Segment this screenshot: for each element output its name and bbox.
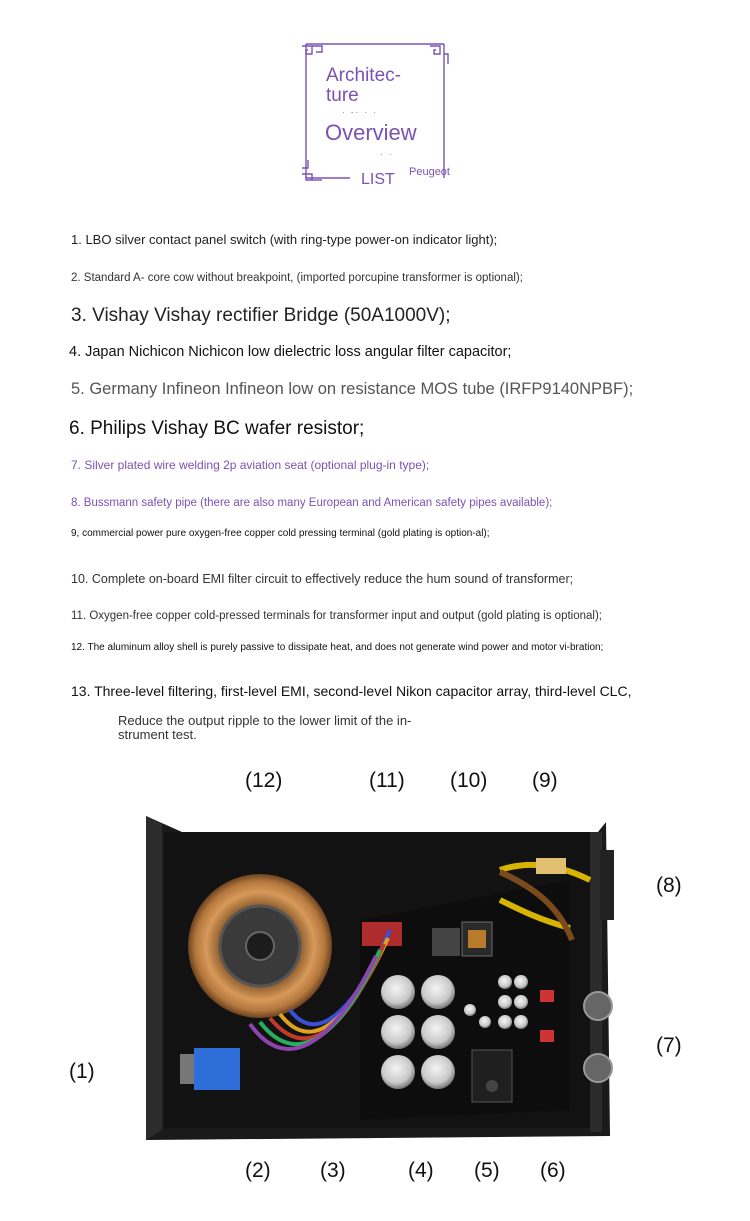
list-item: 9, commercial power pure oxygen-free copper cold pressing terminal (gold plating is option-al); — [71, 528, 490, 539]
list-item: 10. Complete on-board EMI filter circuit to effectively reduce the hum sound of transformer; — [71, 572, 574, 586]
list-item: 8. Bussmann safety pipe (there are also many European and American safety pipes available); — [71, 497, 553, 509]
header-brand: Peugeot — [409, 166, 450, 178]
list-item: 4. Japan Nichicon Nichicon low dielectric loss angular filter capacitor; — [69, 344, 512, 360]
callout-3: (3) — [320, 1159, 346, 1182]
list-item: 11. Oxygen-free copper cold-pressed terminals for transformer input and output (gold plating is optional); — [71, 610, 602, 622]
list-item: 6. Philips Vishay BC wafer resistor; — [69, 418, 365, 439]
callout-6: (6) — [540, 1159, 566, 1182]
header-title-line2: ture — [326, 85, 359, 106]
header-title-overview: Overview — [325, 120, 417, 145]
callout-4: (4) — [408, 1159, 434, 1182]
list-item: 12. The aluminum alloy shell is purely passive to dissipate heat, and does not generate wind power and motor vi-bration; — [71, 642, 604, 653]
callout-8: (8) — [656, 874, 682, 897]
header-title-line1: Architec- — [326, 65, 401, 86]
callout-9: (9) — [532, 769, 558, 792]
list-item: 5. Germany Infineon Infineon low on resistance MOS tube (IRFP9140NPBF); — [71, 380, 634, 398]
note-text: Reduce the output ripple to the lower limit of the in-strument test. — [118, 713, 412, 743]
list-item: 2. Standard A- core cow without breakpoint, (imported porcupine transformer is optional); — [71, 272, 523, 284]
header-list-label: LIST — [361, 171, 395, 188]
list-item: 3. Vishay Vishay rectifier Bridge (50A1000V); — [71, 305, 451, 326]
callout-5: (5) — [474, 1159, 500, 1182]
decor-dots: · -· · · — [342, 108, 378, 117]
list-item: 1. LBO silver contact panel switch (with ring-type power-on indicator light); — [71, 232, 498, 247]
product-photo — [140, 810, 616, 1146]
header-logo — [298, 40, 454, 192]
decor-dots: · · — [380, 150, 394, 159]
callout-11: (11) — [369, 769, 405, 792]
callout-12: (12) — [245, 769, 283, 792]
callout-2: (2) — [245, 1159, 271, 1182]
callout-1: (1) — [69, 1060, 95, 1083]
callout-10: (10) — [450, 769, 488, 792]
list-item: 7. Silver plated wire welding 2p aviation seat (optional plug-in type); — [71, 458, 430, 472]
list-item: 13. Three-level filtering, first-level EMI, second-level Nikon capacitor array, third-level CLC, — [71, 683, 632, 699]
callout-7: (7) — [656, 1034, 682, 1057]
power-supply-illustration — [140, 810, 616, 1146]
